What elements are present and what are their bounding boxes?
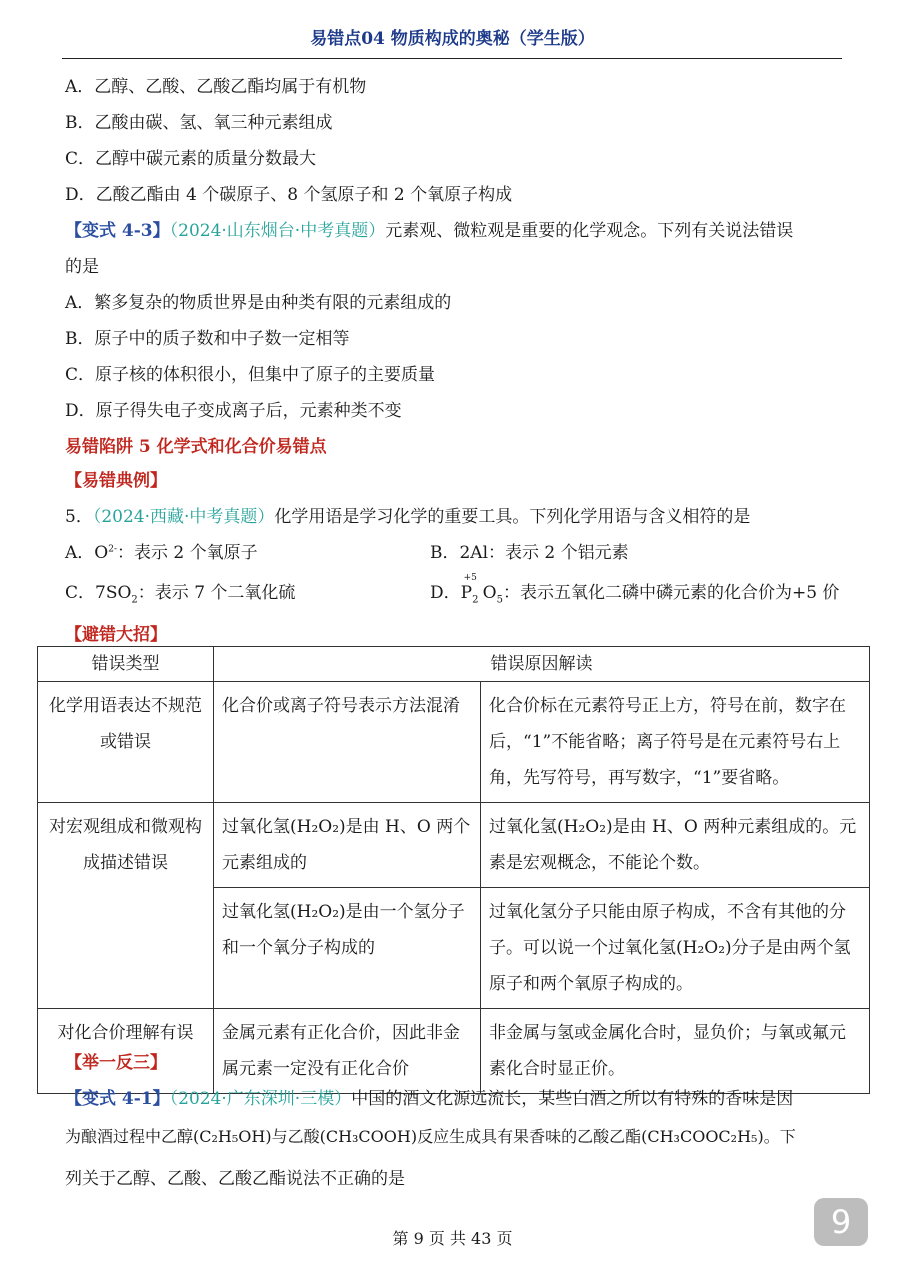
table-cell: 金属元素有正化合价，因此非金属元素一定没有正化合价 bbox=[214, 1009, 481, 1094]
header-rule bbox=[62, 58, 842, 59]
question-text: 中国的酒文化源远流长，某些白酒之所以有特殊的香味是因 bbox=[351, 1089, 794, 1109]
variant-4-1-stem bbox=[65, 1084, 793, 1109]
variant-4-3-stem-cont: 的是 bbox=[65, 257, 99, 277]
variant-4-3-option-c: C．原子核的体积很小，但集中了原子的主要质量 bbox=[65, 365, 436, 385]
question-source: （2024·广东深圳·三模） bbox=[169, 1089, 352, 1109]
valence-formula bbox=[460, 573, 483, 606]
table-cell: 过氧化氢(H₂O₂)是由一个氢分子和一个氧分子构成的 bbox=[214, 888, 481, 1009]
variant-4-1-stem-line2: 为酿酒过程中乙醇(C₂H₅OH)与乙酸(CH₃COOH)反应生成具有果香味的乙酸乙酯(CH₃COOC₂H₅)。下 bbox=[65, 1127, 796, 1146]
section-title: 易错陷阱 5 化学式和化合价易错点 bbox=[65, 437, 327, 457]
formula: 7SO bbox=[95, 583, 132, 603]
page-header: 易错点04 物质构成的奥秘（学生版） bbox=[310, 29, 595, 49]
prev-option-d: D．乙酸乙酯由 4 个碳原子、8 个氢原子和 2 个氧原子构成 bbox=[65, 185, 513, 205]
variant-4-3-stem bbox=[65, 216, 793, 241]
practice-tag: 【举一反三】 bbox=[65, 1053, 167, 1073]
q5-option-b: B．2Al：表示 2 个铝元素 bbox=[430, 543, 629, 563]
valence-mark: +5 bbox=[463, 573, 477, 583]
typical-example-tag: 【易错典例】 bbox=[65, 471, 167, 491]
table-cell: 过氧化氢分子只能由原子构成，不含有其他的分子。可以说一个过氧化氢(H₂O₂)分子是由两个氢原子和两个氧原子构成的。 bbox=[481, 888, 870, 1009]
q5-option-d bbox=[430, 573, 840, 606]
question-5-stem bbox=[65, 502, 750, 527]
table-header-row bbox=[38, 647, 870, 682]
prev-option-c: C．乙醇中碳元素的质量分数最大 bbox=[65, 149, 317, 169]
formula: O bbox=[482, 583, 497, 603]
question-number: 5． bbox=[65, 507, 93, 527]
option-text: ：表示五氧化二磷中磷元素的化合价为+5 价 bbox=[502, 583, 840, 603]
formula-subscript: 2 bbox=[472, 594, 479, 606]
error-table bbox=[37, 646, 870, 1094]
formula-subscript: 5 bbox=[496, 594, 503, 606]
q5-option-a bbox=[65, 538, 258, 563]
table-cell: 化合价或离子符号表示方法混淆 bbox=[214, 682, 481, 803]
question-text: 化学用语是学习化学的重要工具。下列化学用语与含义相符的是 bbox=[274, 507, 751, 527]
variant-tag: 【变式 4-1】 bbox=[65, 1089, 170, 1109]
option-label: C． bbox=[65, 583, 96, 603]
page-footer: 第 9 页 共 43 页 bbox=[392, 1229, 513, 1248]
formula-superscript: 2- bbox=[108, 544, 117, 555]
q5-option-c bbox=[65, 578, 295, 605]
table-cell: 过氧化氢(H₂O₂)是由 H、O 两种元素组成的。元素是宏观概念，不能论个数。 bbox=[481, 803, 870, 888]
question-text: 元素观、微粒观是重要的化学观念。下列有关说法错误 bbox=[385, 221, 794, 241]
option-text: ：表示 7 个二氧化硫 bbox=[137, 583, 296, 603]
formula: O bbox=[94, 543, 109, 563]
question-source: （2024·山东烟台·中考真题） bbox=[169, 221, 386, 241]
table-cell: 非金属与氢或金属化合时，显负价；与氧或氟元素化合时显正价。 bbox=[481, 1009, 870, 1094]
variant-4-3-option-d: D．原子得失电子变成离子后，元素种类不变 bbox=[65, 401, 402, 421]
avoid-error-tag: 【避错大招】 bbox=[65, 625, 167, 645]
table-header: 错误类型 bbox=[38, 647, 214, 682]
option-label: D． bbox=[430, 583, 461, 603]
option-label: A． bbox=[65, 543, 95, 563]
variant-4-3-option-a: A．繁多复杂的物质世界是由种类有限的元素组成的 bbox=[65, 293, 452, 313]
table-row bbox=[38, 803, 870, 888]
variant-tag: 【变式 4-3】 bbox=[65, 221, 170, 241]
table-cell: 过氧化氢(H₂O₂)是由 H、O 两个元素组成的 bbox=[214, 803, 481, 888]
option-text: ：表示 2 个氧原子 bbox=[117, 543, 258, 563]
table-row bbox=[38, 682, 870, 803]
variant-4-3-option-b: B．原子中的质子数和中子数一定相等 bbox=[65, 329, 350, 349]
prev-option-b: B．乙酸由碳、氢、氧三种元素组成 bbox=[65, 113, 333, 133]
table-header: 错误原因解读 bbox=[214, 647, 870, 682]
prev-option-a: A．乙醇、乙酸、乙酸乙酯均属于有机物 bbox=[65, 77, 367, 97]
variant-4-1-stem-line3: 列关于乙醇、乙酸、乙酸乙酯说法不正确的是 bbox=[65, 1169, 405, 1189]
page-number-badge: 9 bbox=[814, 1198, 868, 1246]
question-source: （2024·西藏·中考真题） bbox=[92, 507, 275, 527]
table-cell: 化学用语表达不规范或错误 bbox=[38, 682, 214, 803]
table-cell: 对宏观组成和微观构成描述错误 bbox=[38, 803, 214, 1009]
table-cell: 对化合价理解有误 bbox=[38, 1009, 214, 1094]
formula-subscript: 2 bbox=[131, 594, 138, 606]
formula: P bbox=[460, 583, 473, 603]
table-cell: 化合价标在元素符号正上方，符号在前，数字在后，“1”不能省略；离子符号是在元素符号右上角，先写符号，再写数字，“1”要省略。 bbox=[481, 682, 870, 803]
